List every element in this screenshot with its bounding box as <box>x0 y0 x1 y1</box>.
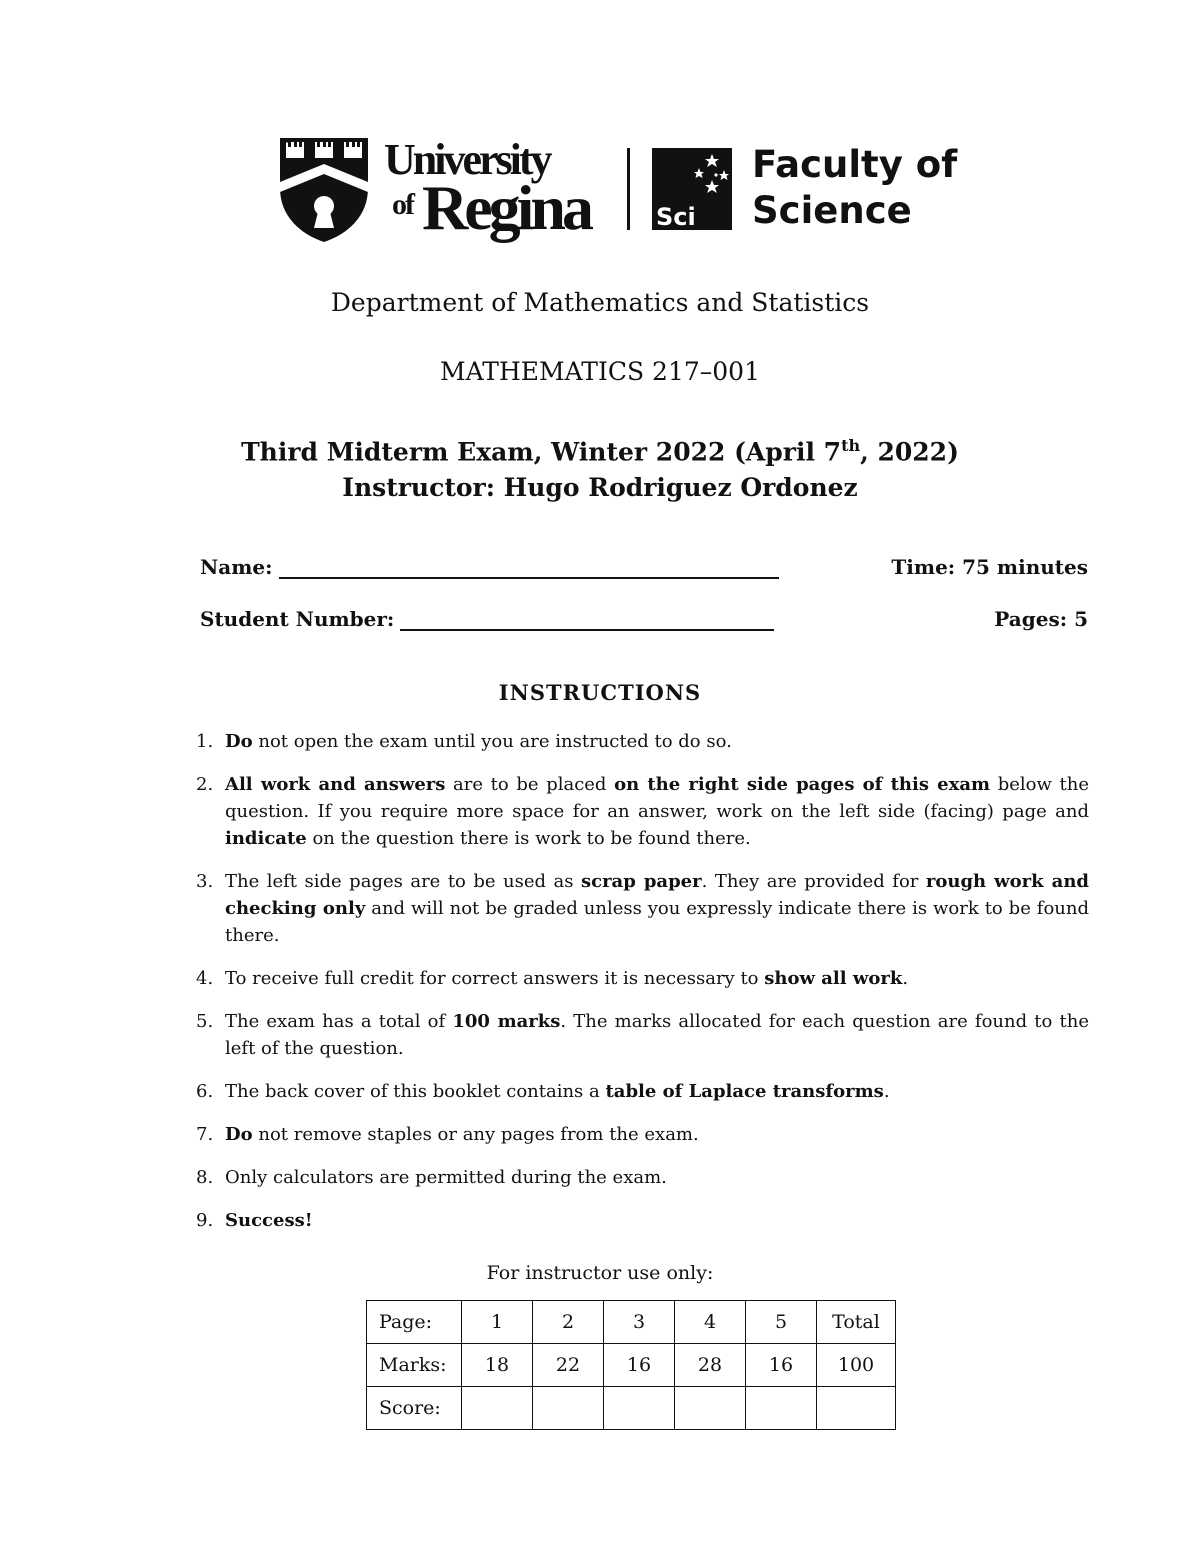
exam-title-block <box>0 428 1200 506</box>
marks-cell: 22 <box>533 1344 604 1387</box>
marks-cell: 28 <box>675 1344 746 1387</box>
instruction-text: on the question there is work to be found there. <box>306 828 751 849</box>
grade-table-marks-row <box>367 1344 896 1387</box>
page-cell: 1 <box>462 1301 533 1344</box>
page-cell: 4 <box>675 1301 746 1344</box>
instruction-emphasis: indicate <box>225 828 307 849</box>
score-cell-total[interactable] <box>817 1387 896 1430</box>
university-of-regina-wordmark <box>380 135 620 248</box>
instruction-emphasis: 100 marks <box>452 1011 561 1032</box>
faculty-of-science-wordmark <box>752 142 957 234</box>
instruction-text: are to be placed <box>445 774 615 795</box>
name-label: Name: <box>200 555 273 579</box>
instruction-text: The back cover of this booklet contains a <box>225 1081 606 1102</box>
exam-title-text: Third Midterm Exam, Winter 2022 (April 7 <box>241 437 842 467</box>
instruction-number: 1. <box>196 731 214 752</box>
instruction-item <box>196 771 1089 852</box>
instructions-list <box>196 728 1089 1250</box>
marks-cell: 16 <box>604 1344 675 1387</box>
instruction-text: The exam has a total of <box>225 1011 453 1032</box>
instructions-heading: INSTRUCTIONS <box>498 680 702 705</box>
instruction-text: . They are provided for <box>701 871 926 892</box>
instruction-number: 9. <box>196 1210 214 1231</box>
score-cell[interactable] <box>533 1387 604 1430</box>
department-name: Department of Mathematics and Statistics <box>330 288 870 317</box>
instructor-line: Instructor: Hugo Rodriguez Ordonez <box>342 473 858 503</box>
instruction-emphasis: All work and answers <box>225 774 446 795</box>
page-count: Pages: 5 <box>994 607 1088 631</box>
name-field <box>200 555 779 579</box>
score-cell[interactable] <box>746 1387 817 1430</box>
instruction-item <box>196 868 1089 949</box>
marks-row-label: Marks: <box>367 1344 462 1387</box>
instruction-text: . The marks allocated for each question are found to the left of the question. <box>225 1011 1089 1059</box>
sci-badge-text: Sci <box>656 203 696 231</box>
wordmark-university: University <box>384 135 550 184</box>
instruction-number: 2. <box>196 774 214 795</box>
faculty-of-science-badge <box>652 148 732 230</box>
page-cell: 5 <box>746 1301 817 1344</box>
faculty-line-1: Faculty of <box>752 143 958 186</box>
student-number-field <box>200 607 774 631</box>
wordmark-of: of <box>392 188 413 221</box>
score-cell[interactable] <box>675 1387 746 1430</box>
instruction-number: 7. <box>196 1124 214 1145</box>
marks-cell: 16 <box>746 1344 817 1387</box>
instructor-use-caption: For instructor use only: <box>486 1262 714 1284</box>
instruction-emphasis: rough work and checking only <box>225 871 1089 919</box>
instruction-number: 8. <box>196 1167 214 1188</box>
instruction-number: 3. <box>196 871 214 892</box>
page-cell: 2 <box>533 1301 604 1344</box>
marks-cell-total: 100 <box>817 1344 896 1387</box>
student-number-blank[interactable] <box>400 607 774 631</box>
wordmark-regina: Regina <box>422 172 590 243</box>
instruction-text: below the question. If you require more space for an answer, work on the left side (facing) page and <box>225 774 1089 822</box>
instruction-emphasis: scrap paper <box>580 871 702 892</box>
instruction-text: The left side pages are to be used as <box>225 871 581 892</box>
instruction-number: 5. <box>196 1011 214 1032</box>
instruction-emphasis: Do <box>225 1124 253 1145</box>
course-code: MATHEMATICS 217–001 <box>440 357 760 386</box>
instruction-item <box>196 1207 1089 1234</box>
star-cross-icon <box>652 148 732 198</box>
student-number-label: Student Number: <box>200 607 395 631</box>
instruction-item <box>196 1008 1089 1062</box>
time-limit: Time: 75 minutes <box>891 555 1088 579</box>
instruction-number: 4. <box>196 968 214 989</box>
instruction-number: 6. <box>196 1081 214 1102</box>
score-cell[interactable] <box>604 1387 675 1430</box>
instruction-item <box>196 965 1089 992</box>
instruction-text: To receive full credit for correct answers it is necessary to <box>225 968 765 989</box>
instruction-text: . <box>883 1081 890 1102</box>
grade-table <box>366 1300 896 1430</box>
instruction-emphasis: show all work <box>764 968 903 989</box>
instruction-text: not open the exam until you are instructed to do so. <box>252 731 732 752</box>
name-blank[interactable] <box>279 555 779 579</box>
instruction-item <box>196 1121 1089 1148</box>
page-cell-total: Total <box>817 1301 896 1344</box>
instruction-item <box>196 1164 1089 1191</box>
grade-table-page-row <box>367 1301 896 1344</box>
exam-title-sup: th <box>841 436 861 455</box>
instruction-emphasis: on the right side pages of this exam <box>614 774 991 795</box>
page-cell: 3 <box>604 1301 675 1344</box>
exam-title <box>0 428 1200 470</box>
page-row-label: Page: <box>367 1301 462 1344</box>
instruction-text: . <box>902 968 909 989</box>
instruction-item <box>196 1078 1089 1105</box>
instruction-text: and will not be graded unless you expressly indicate there is work to be found there. <box>225 898 1089 946</box>
instruction-emphasis: Do <box>225 731 253 752</box>
score-row-label: Score: <box>367 1387 462 1430</box>
instruction-item <box>196 728 1089 755</box>
faculty-line-2: Science <box>752 189 912 232</box>
university-crest-icon <box>278 136 370 244</box>
instruction-emphasis: Success! <box>225 1210 313 1231</box>
instruction-emphasis: table of Laplace transforms <box>605 1081 884 1102</box>
grade-table-score-row <box>367 1387 896 1430</box>
score-cell[interactable] <box>462 1387 533 1430</box>
instruction-text: Only calculators are permitted during the exam. <box>225 1167 667 1188</box>
exam-title-tail: , 2022) <box>860 437 959 467</box>
instruction-text: not remove staples or any pages from the exam. <box>252 1124 699 1145</box>
logo-divider <box>627 148 630 230</box>
marks-cell: 18 <box>462 1344 533 1387</box>
